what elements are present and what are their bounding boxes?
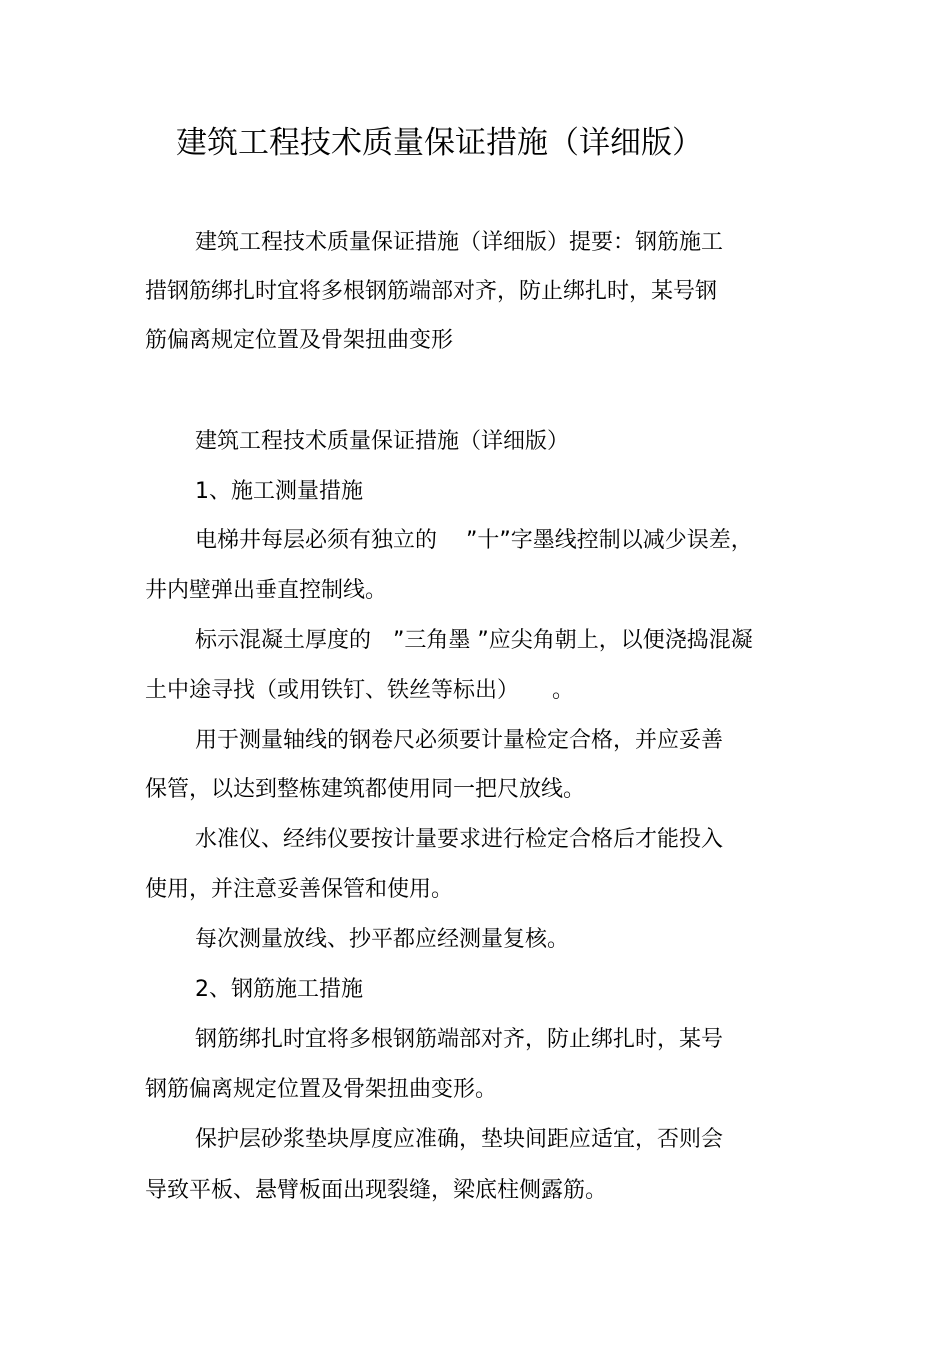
summary-line-3: 筋偏离规定位置及骨架扭曲变形 [145, 328, 454, 353]
page-title: 建筑工程技术质量保证措施（详细版） [176, 125, 703, 161]
paragraph-3-line-2: 保管，以达到整栋建筑都使用同一把尺放线。 [145, 777, 586, 802]
paragraph-6-line-1: 钢筋绑扎时宜将多根钢筋端部对齐，防止绑扎时，某号 [195, 1027, 724, 1052]
paragraph-4-line-2: 使用，并注意妥善保管和使用。 [145, 877, 454, 902]
paragraph-7-line-1: 保护层砂浆垫块厚度应准确，垫块间距应适宜，否则会 [195, 1127, 724, 1152]
paragraph-2-line-1: 标示混凝土厚度的 ”三角墨 ”应尖角朝上，以便浇捣混凝 [195, 628, 753, 653]
paragraph-2-line-2: 土中途寻找（或用铁钉、铁丝等标出） 。 [145, 678, 575, 703]
section-1-title: 1、施工测量措施 [195, 479, 363, 504]
paragraph-4-line-1: 水准仪、经纬仪要按计量要求进行检定合格后才能投入 [195, 827, 724, 852]
section-2-title: 2、钢筋施工措施 [195, 977, 363, 1002]
paragraph-1-line-2: 井内壁弹出垂直控制线。 [145, 578, 388, 603]
paragraph-1-line-1: 电梯井每层必须有独立的 ”十”字墨线控制以减少误差， [195, 528, 753, 553]
paragraph-3-line-1: 用于测量轴线的钢卷尺必须要计量检定合格，并应妥善 [195, 728, 724, 753]
body-heading: 建筑工程技术质量保证措施（详细版） [195, 429, 570, 454]
summary-line-2: 措钢筋绑扎时宜将多根钢筋端部对齐，防止绑扎时，某号钢 [145, 279, 718, 304]
paragraph-7-line-2: 导致平板、悬臂板面出现裂缝，梁底柱侧露筋。 [145, 1178, 608, 1203]
summary-line-1: 建筑工程技术质量保证措施（详细版）提要：钢筋施工 [195, 230, 724, 255]
paragraph-6-line-2: 钢筋偏离规定位置及骨架扭曲变形。 [145, 1077, 498, 1102]
paragraph-5-line-1: 每次测量放线、抄平都应经测量复核。 [195, 927, 570, 952]
